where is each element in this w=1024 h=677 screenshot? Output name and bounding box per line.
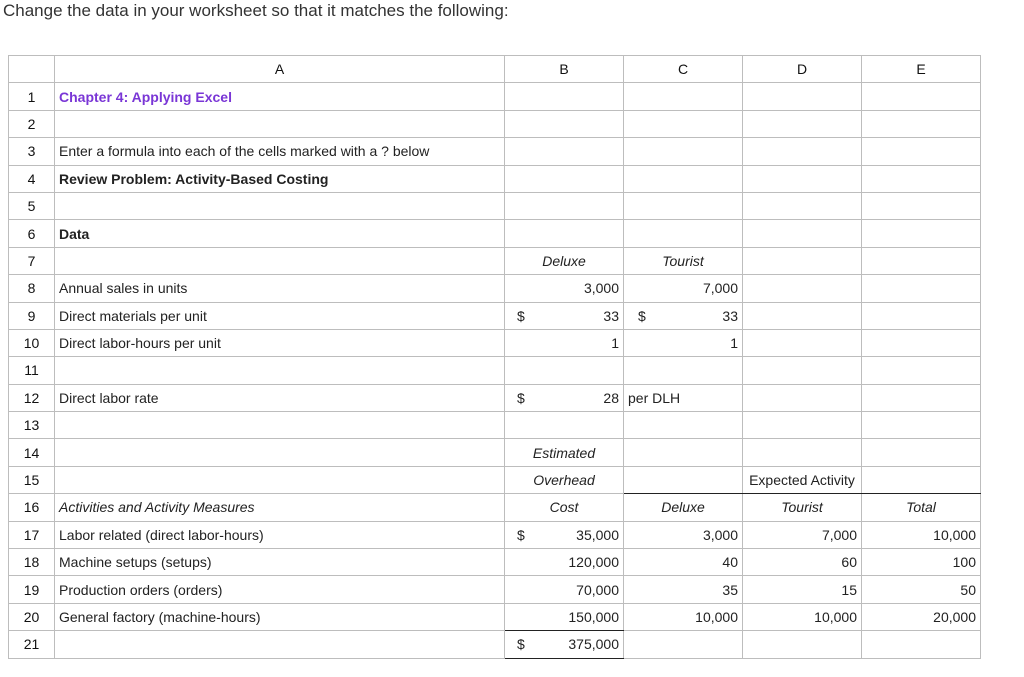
row-6 (9, 220, 981, 247)
cell-a5[interactable] (55, 192, 505, 219)
cell-c17[interactable]: 3,000 (624, 521, 743, 548)
cell-e10[interactable] (862, 329, 981, 356)
cell-d16[interactable]: Tourist (743, 494, 862, 521)
cell-d12[interactable] (743, 384, 862, 411)
cell-d1[interactable] (743, 83, 862, 110)
cell-c20[interactable]: 10,000 (624, 603, 743, 630)
row-4 (9, 165, 981, 192)
cell-c19[interactable]: 35 (624, 576, 743, 603)
cell-e14[interactable] (862, 439, 981, 466)
cell-e20[interactable]: 20,000 (862, 603, 981, 630)
row-7 (9, 247, 981, 274)
cell-d18[interactable]: 60 (743, 549, 862, 576)
row-header-4[interactable]: 4 (9, 165, 55, 192)
column-header-d[interactable]: D (743, 56, 862, 83)
cell-b7[interactable]: Deluxe (505, 247, 624, 274)
cell-a20[interactable]: General factory (machine-hours) (55, 603, 505, 630)
cell-b13[interactable] (505, 412, 624, 439)
row-header-12[interactable]: 12 (9, 384, 55, 411)
cell-b5[interactable] (505, 192, 624, 219)
row-header-14[interactable]: 14 (9, 439, 55, 466)
cell-d13[interactable] (743, 412, 862, 439)
cell-e2[interactable] (862, 110, 981, 137)
cell-a8[interactable]: Annual sales in units (55, 275, 505, 302)
cell-a16[interactable]: Activities and Activity Measures (55, 494, 505, 521)
row-header-8[interactable]: 8 (9, 275, 55, 302)
column-header-b[interactable]: B (505, 56, 624, 83)
currency-symbol: $ (517, 636, 525, 653)
cell-b15[interactable]: Overhead (505, 466, 624, 493)
cell-e9[interactable] (862, 302, 981, 329)
cell-d21[interactable] (743, 631, 862, 658)
corner-cell[interactable] (9, 56, 55, 83)
cell-e4[interactable] (862, 165, 981, 192)
cell-c1[interactable] (624, 83, 743, 110)
row-header-10[interactable]: 10 (9, 329, 55, 356)
cell-a3[interactable]: Enter a formula into each of the cells marked with a ? below (55, 138, 505, 165)
cell-e19[interactable]: 50 (862, 576, 981, 603)
cell-a14[interactable] (55, 439, 505, 466)
cell-b3[interactable] (505, 138, 624, 165)
column-header-a[interactable]: A (55, 56, 505, 83)
cell-b6[interactable] (505, 220, 624, 247)
cell-c10[interactable]: 1 (624, 329, 743, 356)
cell-a4[interactable]: Review Problem: Activity-Based Costing (55, 165, 505, 192)
cell-a13[interactable] (55, 412, 505, 439)
row-10 (9, 329, 981, 356)
cell-a17[interactable]: Labor related (direct labor-hours) (55, 521, 505, 548)
cell-a15[interactable] (55, 466, 505, 493)
cell-c18[interactable]: 40 (624, 549, 743, 576)
row-19 (9, 576, 981, 603)
row-header-7[interactable]: 7 (9, 247, 55, 274)
cell-e21[interactable] (862, 631, 981, 658)
cell-b19[interactable]: 70,000 (505, 576, 624, 603)
cell-c21[interactable] (624, 631, 743, 658)
row-17 (9, 521, 981, 548)
cell-a10[interactable]: Direct labor-hours per unit (55, 329, 505, 356)
cell-d4[interactable] (743, 165, 862, 192)
cell-c15[interactable] (624, 466, 743, 493)
cell-a12[interactable]: Direct labor rate (55, 384, 505, 411)
cell-d5[interactable] (743, 192, 862, 219)
cell-d7[interactable] (743, 247, 862, 274)
row-15 (9, 466, 981, 493)
cell-b8[interactable]: 3,000 (505, 275, 624, 302)
cell-d17[interactable]: 7,000 (743, 521, 862, 548)
cell-e16[interactable]: Total (862, 494, 981, 521)
cell-c12[interactable]: per DLH (624, 384, 743, 411)
cell-a11[interactable] (55, 357, 505, 384)
column-header-c[interactable]: C (624, 56, 743, 83)
instruction-text: Change the data in your worksheet so that it matches the following: (3, 1, 509, 20)
cell-a19[interactable]: Production orders (orders) (55, 576, 505, 603)
row-16 (9, 494, 981, 521)
row-header-15[interactable]: 15 (9, 466, 55, 493)
row-header-19[interactable]: 19 (9, 576, 55, 603)
row-header-21[interactable]: 21 (9, 631, 55, 658)
cell-a1[interactable]: Chapter 4: Applying Excel (55, 83, 505, 110)
cell-e15[interactable] (862, 466, 981, 493)
cell-value: 28 (603, 389, 619, 406)
cell-b18[interactable]: 120,000 (505, 549, 624, 576)
row-3 (9, 138, 981, 165)
row-12 (9, 384, 981, 411)
cell-b4[interactable] (505, 165, 624, 192)
row-header-9[interactable]: 9 (9, 302, 55, 329)
cell-value: 33 (603, 307, 619, 324)
row-header-13[interactable]: 13 (9, 412, 55, 439)
column-header-row (9, 56, 981, 83)
cell-c3[interactable] (624, 138, 743, 165)
row-8 (9, 275, 981, 302)
cell-b10[interactable]: 1 (505, 329, 624, 356)
row-21 (9, 631, 981, 658)
cell-c9[interactable] (624, 302, 743, 329)
cell-d3[interactable] (743, 138, 862, 165)
row-9 (9, 302, 981, 329)
row-5 (9, 192, 981, 219)
currency-symbol: $ (517, 389, 525, 406)
cell-e8[interactable] (862, 275, 981, 302)
currency-symbol: $ (517, 526, 525, 543)
cell-b12[interactable] (505, 384, 624, 411)
cell-c7[interactable]: Tourist (624, 247, 743, 274)
cell-c16[interactable]: Deluxe (624, 494, 743, 521)
cell-b1[interactable] (505, 83, 624, 110)
cell-d2[interactable] (743, 110, 862, 137)
cell-c6[interactable] (624, 220, 743, 247)
currency-symbol: $ (638, 307, 646, 324)
row-header-5[interactable]: 5 (9, 192, 55, 219)
cell-e18[interactable]: 100 (862, 549, 981, 576)
currency-symbol: $ (517, 307, 525, 324)
cell-e11[interactable] (862, 357, 981, 384)
cell-e17[interactable]: 10,000 (862, 521, 981, 548)
row-header-2[interactable]: 2 (9, 110, 55, 137)
cell-e7[interactable] (862, 247, 981, 274)
cell-e6[interactable] (862, 220, 981, 247)
row-11 (9, 357, 981, 384)
row-header-16[interactable]: 16 (9, 494, 55, 521)
cell-c2[interactable] (624, 110, 743, 137)
cell-b11[interactable] (505, 357, 624, 384)
row-header-6[interactable]: 6 (9, 220, 55, 247)
row-13 (9, 412, 981, 439)
row-1 (9, 83, 981, 110)
cell-value: 35,000 (576, 526, 619, 543)
cell-c8[interactable]: 7,000 (624, 275, 743, 302)
cell-a2[interactable] (55, 110, 505, 137)
row-header-11[interactable]: 11 (9, 357, 55, 384)
cell-c14[interactable] (624, 439, 743, 466)
cell-d9[interactable] (743, 302, 862, 329)
cell-d8[interactable] (743, 275, 862, 302)
cell-b16[interactable]: Cost (505, 494, 624, 521)
column-header-e[interactable]: E (862, 56, 981, 83)
cell-a9[interactable]: Direct materials per unit (55, 302, 505, 329)
cell-d20[interactable]: 10,000 (743, 603, 862, 630)
cell-d11[interactable] (743, 357, 862, 384)
cell-d6[interactable] (743, 220, 862, 247)
row-header-18[interactable]: 18 (9, 549, 55, 576)
cell-value: 33 (722, 307, 738, 324)
cell-d14[interactable] (743, 439, 862, 466)
cell-e3[interactable] (862, 138, 981, 165)
row-2 (9, 110, 981, 137)
cell-e12[interactable] (862, 384, 981, 411)
cell-c13[interactable] (624, 412, 743, 439)
cell-b21[interactable] (505, 631, 624, 658)
row-header-3[interactable]: 3 (9, 138, 55, 165)
row-18 (9, 549, 981, 576)
cell-c11[interactable] (624, 357, 743, 384)
row-header-1[interactable]: 1 (9, 83, 55, 110)
cell-d15[interactable]: Expected Activity (743, 466, 862, 493)
cell-d10[interactable] (743, 329, 862, 356)
cell-value: 375,000 (568, 636, 619, 653)
cell-b14[interactable]: Estimated (505, 439, 624, 466)
cell-e1[interactable] (862, 83, 981, 110)
row-header-20[interactable]: 20 (9, 603, 55, 630)
row-14 (9, 439, 981, 466)
cell-a7[interactable] (55, 247, 505, 274)
row-20 (9, 603, 981, 630)
cell-c4[interactable] (624, 165, 743, 192)
row-header-17[interactable]: 17 (9, 521, 55, 548)
cell-a18[interactable]: Machine setups (setups) (55, 549, 505, 576)
cell-d19[interactable]: 15 (743, 576, 862, 603)
cell-e13[interactable] (862, 412, 981, 439)
cell-b9[interactable] (505, 302, 624, 329)
cell-c5[interactable] (624, 192, 743, 219)
cell-b2[interactable] (505, 110, 624, 137)
cell-a21[interactable] (55, 631, 505, 658)
cell-a6[interactable]: Data (55, 220, 505, 247)
cell-b17[interactable] (505, 521, 624, 548)
cell-b20[interactable]: 150,000 (505, 603, 624, 630)
cell-e5[interactable] (862, 192, 981, 219)
worksheet-grid (8, 55, 981, 659)
